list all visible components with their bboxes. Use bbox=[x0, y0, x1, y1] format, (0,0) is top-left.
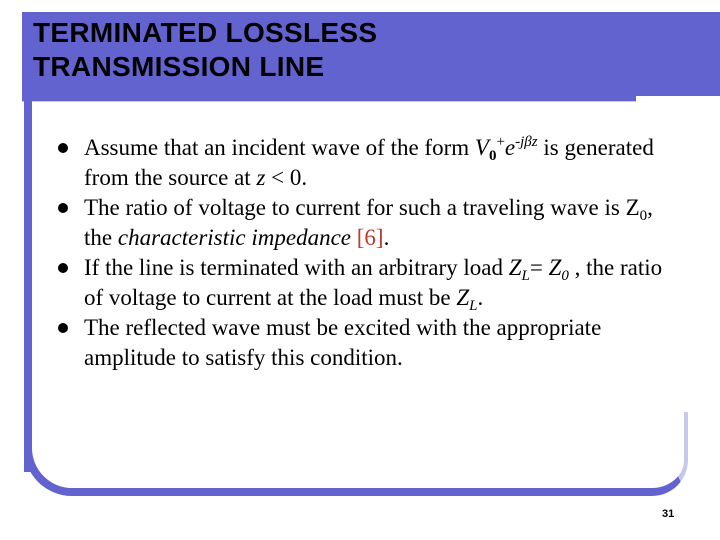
title-line-1: TERMINATED LOSSLESS bbox=[33, 17, 378, 48]
bullet-dot-icon bbox=[58, 143, 68, 153]
title-underline bbox=[22, 96, 636, 102]
bullet-item: Assume that an incident wave of the form $V_0^+e^{-j\beta z}$ is generated from the source at z < 0. bbox=[54, 133, 674, 193]
title-line-2: TRANSMISSION LINE bbox=[33, 51, 325, 82]
frame-left-border bbox=[24, 100, 32, 472]
page-number: 31 bbox=[662, 508, 675, 520]
bullet-item: If the line is terminated with an arbitrary load $Z_L= Z_0$ , the ratio of voltage to current at the load must be $Z_L$. bbox=[54, 253, 674, 313]
bullet-dot-icon bbox=[58, 323, 68, 333]
bullet-dot-icon bbox=[58, 263, 68, 273]
bullet-dot-icon bbox=[58, 203, 68, 213]
bullet-list bbox=[54, 133, 674, 373]
bullet-item: The reflected wave must be excited with the appropriate amplitude to satisfy this condition. bbox=[54, 313, 674, 373]
frame-bottom-left-curve bbox=[24, 418, 86, 496]
bullet-item: The ratio of voltage to current for such a traveling wave is $Z_0$, the characteristic impedance [6]. bbox=[54, 193, 674, 253]
slide-title bbox=[33, 16, 377, 84]
frame-bottom-border bbox=[84, 488, 650, 496]
citation-reference: [6] bbox=[356, 225, 384, 250]
frame-bottom-right-curve bbox=[648, 440, 688, 496]
